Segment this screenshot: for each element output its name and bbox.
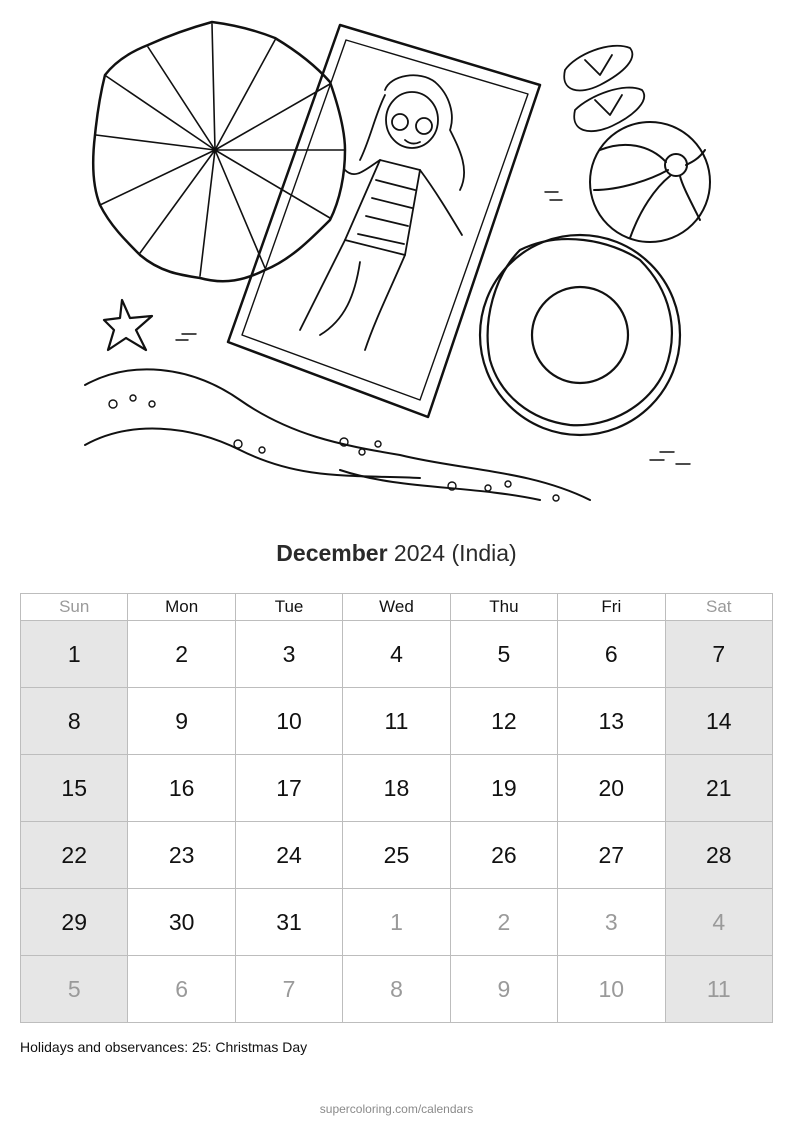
week-row — [21, 688, 773, 755]
beach-illustration — [0, 0, 793, 520]
day-cell: 15 — [21, 755, 128, 822]
day-cell: 7 — [235, 956, 342, 1023]
day-cell: 25 — [343, 822, 450, 889]
day-cell: 23 — [128, 822, 235, 889]
day-cell: 2 — [128, 621, 235, 688]
weekday-header-fri: Fri — [558, 594, 665, 621]
beach-ball-icon — [590, 122, 710, 242]
sunbathing-girl-icon — [300, 75, 464, 350]
day-cell: 16 — [128, 755, 235, 822]
day-cell: 1 — [21, 621, 128, 688]
weekday-header-sun: Sun — [21, 594, 128, 621]
day-cell: 3 — [235, 621, 342, 688]
day-cell: 6 — [128, 956, 235, 1023]
day-cell: 5 — [450, 621, 557, 688]
day-cell: 31 — [235, 889, 342, 956]
flip-flops-icon — [564, 46, 644, 131]
week-row — [21, 621, 773, 688]
title-month: December — [276, 540, 388, 566]
week-row — [21, 822, 773, 889]
calendar-grid — [20, 593, 773, 1023]
day-cell: 13 — [558, 688, 665, 755]
weekday-header-wed: Wed — [343, 594, 450, 621]
day-cell: 18 — [343, 755, 450, 822]
day-cell: 5 — [21, 956, 128, 1023]
day-cell: 24 — [235, 822, 342, 889]
day-cell: 11 — [343, 688, 450, 755]
day-cell: 14 — [665, 688, 772, 755]
day-cell: 19 — [450, 755, 557, 822]
weekday-header-mon: Mon — [128, 594, 235, 621]
day-cell: 12 — [450, 688, 557, 755]
day-cell: 6 — [558, 621, 665, 688]
title-region: (India) — [451, 540, 517, 566]
swim-ring-icon — [480, 235, 680, 435]
day-cell: 1 — [343, 889, 450, 956]
day-cell: 9 — [128, 688, 235, 755]
day-cell: 26 — [450, 822, 557, 889]
day-cell: 22 — [21, 822, 128, 889]
day-cell: 29 — [21, 889, 128, 956]
day-cell: 10 — [558, 956, 665, 1023]
starfish-icon — [104, 300, 152, 350]
day-cell: 8 — [21, 688, 128, 755]
day-cell: 10 — [235, 688, 342, 755]
day-cell: 2 — [450, 889, 557, 956]
title-year: 2024 — [393, 540, 446, 566]
day-cell: 27 — [558, 822, 665, 889]
day-cell: 3 — [558, 889, 665, 956]
weekday-header-row — [21, 594, 773, 621]
day-cell: 8 — [343, 956, 450, 1023]
day-cell: 7 — [665, 621, 772, 688]
day-cell: 17 — [235, 755, 342, 822]
week-row — [21, 755, 773, 822]
shore-waves-icon — [85, 369, 590, 500]
week-row — [21, 956, 773, 1023]
weekday-header-sat: Sat — [665, 594, 772, 621]
day-cell: 4 — [665, 889, 772, 956]
calendar-title — [0, 540, 793, 567]
day-cell: 28 — [665, 822, 772, 889]
day-cell: 11 — [665, 956, 772, 1023]
day-cell: 21 — [665, 755, 772, 822]
weekday-header-thu: Thu — [450, 594, 557, 621]
day-cell: 4 — [343, 621, 450, 688]
weekday-header-tue: Tue — [235, 594, 342, 621]
footer-link[interactable]: supercoloring.com/calendars — [319, 1102, 474, 1116]
day-cell: 9 — [450, 956, 557, 1023]
holidays-note: Holidays and observances: 25: Christmas Day — [20, 1039, 308, 1055]
day-cell: 20 — [558, 755, 665, 822]
day-cell: 30 — [128, 889, 235, 956]
calendar-body — [21, 621, 773, 1023]
week-row — [21, 889, 773, 956]
